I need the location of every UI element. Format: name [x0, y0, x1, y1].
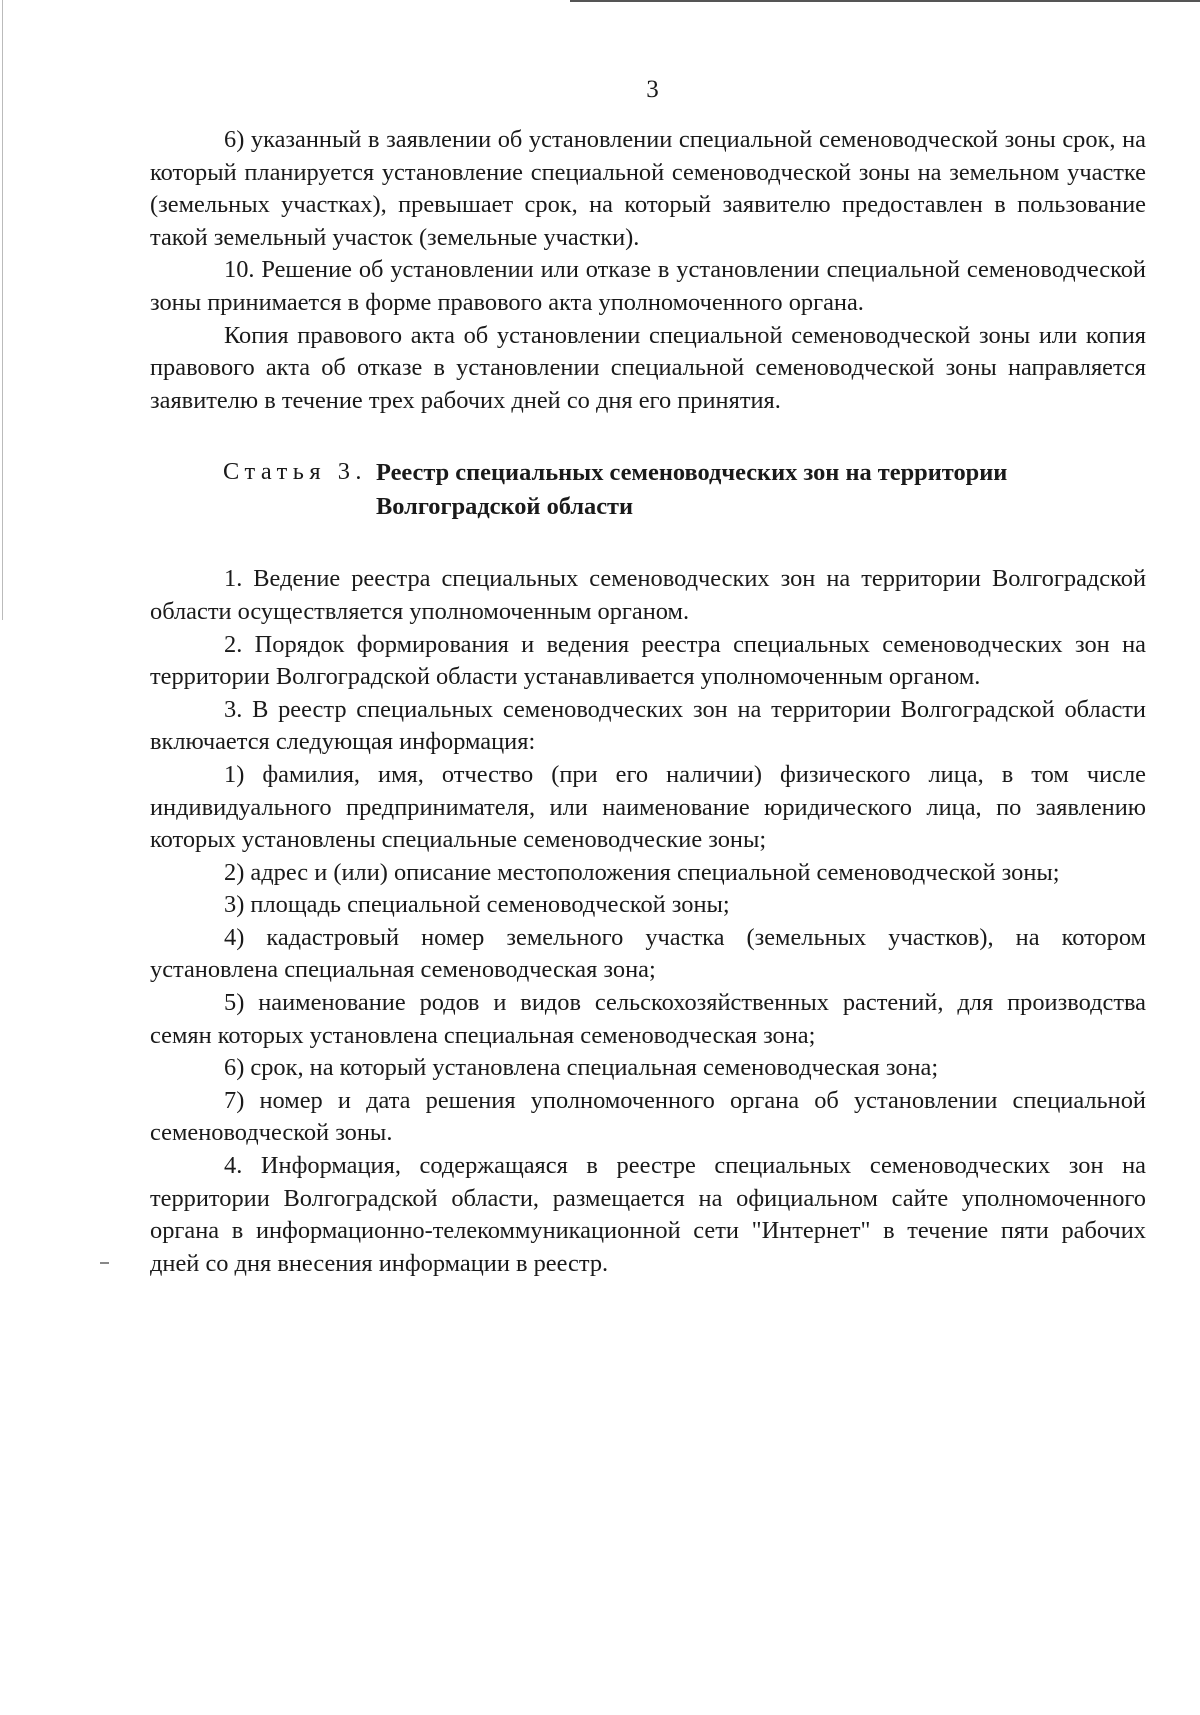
document-body — [150, 124, 1146, 1280]
list-item: 3) площадь специальной семеноводческой зоны; — [224, 891, 730, 919]
paragraph: Копия правового акта об установлении специальной семеноводческой зоны или копия правового акта об отказе в установлении специальной семеноводческой зоны направляется заявителю в течение трех рабочих дней со дня его принятия. — [150, 321, 1146, 414]
list-item: 4) кадастровый номер земельного участка (земельных участков), на котором установлена специальная семеноводческая зона; — [150, 923, 1146, 984]
scan-edge-line — [570, 0, 1200, 2]
article-label: Статья 3. — [223, 458, 367, 486]
paragraph: 4. Информация, содержащаяся в реестре специальных семеноводческих зон на территории Волгоградской области, размещается на официальном сайте уполномоченного органа в информационно-телекоммуникационной сети "Интернет" в течение пяти рабочих дней со дня внесения информации в реестр. — [150, 1152, 1146, 1277]
list-item: 1) фамилия, имя, отчество (при его наличии) физического лица, в том числе индивидуального предпринимателя, или наименование юридического лица, по заявлению которых установлены специальные семеноводческие зоны; — [150, 760, 1146, 854]
page-number: 3 — [646, 76, 659, 103]
paragraph: 2. Порядок формирования и ведения реестра специальных семеноводческих зон на территории Волгоградской области устанавливается уполномоченным органом. — [150, 630, 1146, 691]
article-title: Реестр специальных семеноводческих зон на территории Волгоградской области — [376, 459, 1008, 521]
article-heading — [150, 456, 1146, 524]
paragraph: 6) указанный в заявлении об установлении специальной семеноводческой зоны срок, на который планируется установление специальной семеноводческой зоны на земельном участке (земельных участках), превышает срок, на который заявителю предоставлен в пользование такой земельный участок (земельные участки). — [150, 126, 1146, 251]
list-item: 7) номер и дата решения уполномоченного органа об установлении специальной семеноводческой зоны. — [150, 1086, 1146, 1147]
margin-mark — [100, 1262, 109, 1264]
list-item: 6) срок, на который установлена специальная семеноводческая зона; — [224, 1054, 939, 1082]
paragraph: 1. Ведение реестра специальных семеноводческих зон на территории Волгоградской области осуществляется уполномоченным органом. — [150, 565, 1146, 625]
list-item: 5) наименование родов и видов сельскохозяйственных растений, для производства семян которых установлена специальная семеноводческая зона; — [150, 989, 1146, 1049]
list-item: 2) адрес и (или) описание местоположения специальной семеноводческой зоны; — [224, 858, 1060, 886]
paragraph: 3. В реестр специальных семеноводческих зон на территории Волгоградской области включается следующая информация: — [150, 695, 1146, 756]
paragraph: 10. Решение об установлении или отказе в установлении специальной семеноводческой зоны принимается в форме правового акта уполномоченного органа. — [150, 256, 1146, 316]
